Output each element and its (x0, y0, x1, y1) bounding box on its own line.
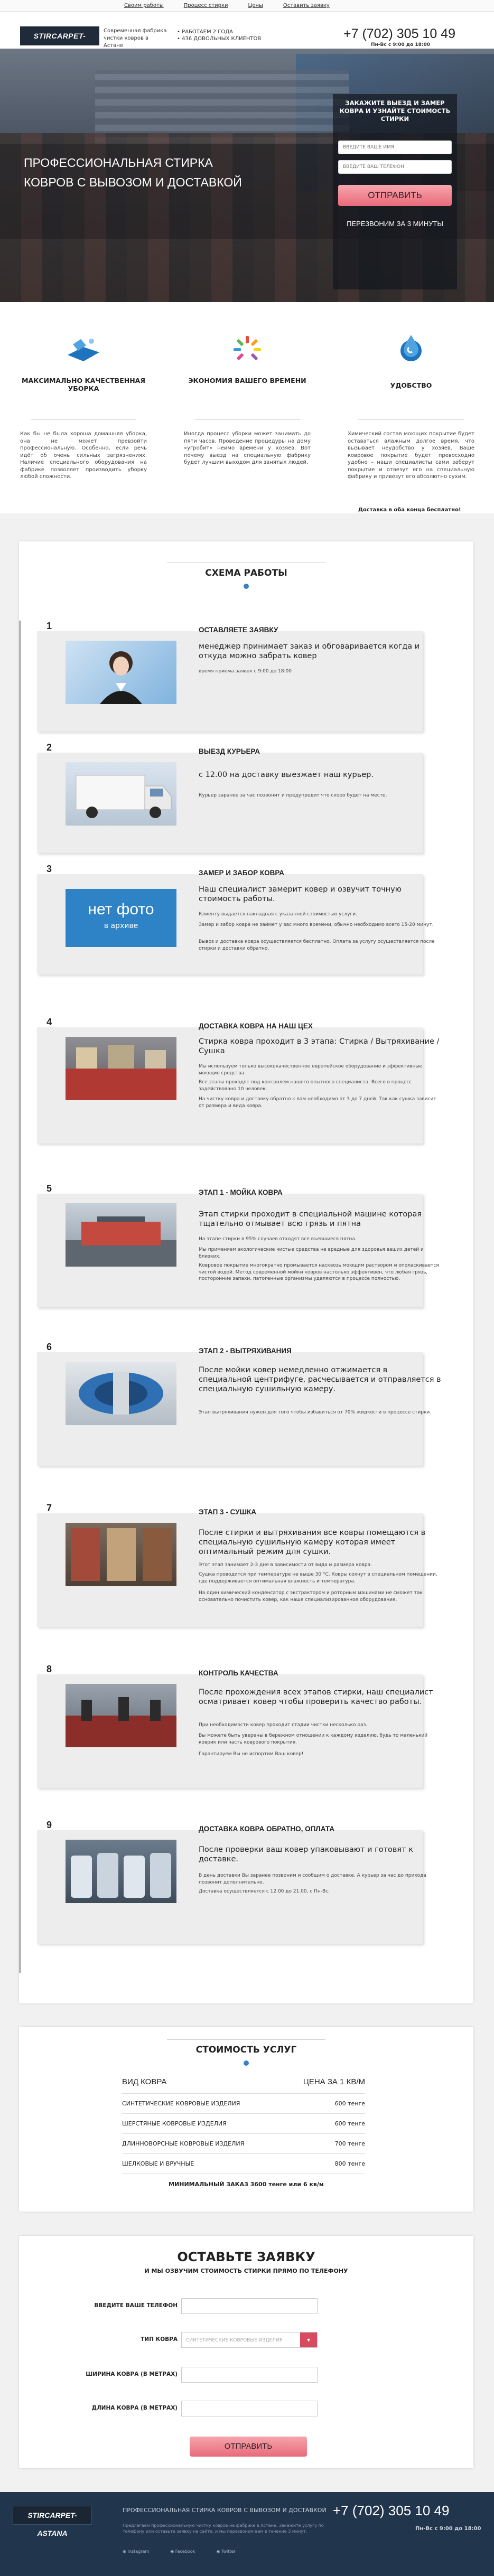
step-lead: с 12.00 на доставку выезжает наш курьер. (199, 771, 374, 779)
step-title: ЭТАП 2 - ВЫТРЯХИВАНИЯ (199, 1347, 292, 1355)
step-number: 6 (46, 1342, 52, 1352)
step-note: Вы можете быть уверены в бережном отношении к каждому изделию, будь то маленький коврик или часть коврового покрытия. (199, 1733, 428, 1745)
order-type-label: ТИП КОВРА (141, 2336, 178, 2343)
step-title: ВЫЕЗД КУРЬЕРА (199, 747, 260, 755)
prices-column-price: ЦЕНА ЗА 1 КВ/М (303, 2077, 365, 2086)
order-length-input[interactable] (181, 2401, 318, 2416)
social-link-instagram[interactable]: ◉ Instagram (123, 2549, 150, 2554)
step-photo (66, 762, 176, 826)
feature-title: МАКСИМАЛЬНО КАЧЕСТВЕННАЯ УБОРКА (22, 377, 145, 392)
step-number: 4 (46, 1017, 52, 1027)
feature-divider (358, 419, 464, 420)
hero-section (0, 49, 494, 302)
feature-free-delivery: Доставка в оба конца бесплатно! (358, 507, 461, 513)
footer-disclaimer: Предлагаем профессиональную чистку ковров на фабрике в Астане. Закажите услугу по телефону или оставьте заявку на сайте, и мы перезвоним вам в течение 3 минут. (123, 2523, 324, 2534)
order-width-input[interactable] (181, 2367, 318, 2383)
step-note: Вывоз и доставка ковра осуществляется бесплатно. Оплата за услугу осуществляется после стирки и доставки обратно. (199, 939, 435, 951)
timeline-line (19, 621, 21, 1973)
features-section (0, 302, 494, 513)
section-title: СТОИМОСТЬ УСЛУГ (195, 2045, 297, 2055)
hero-submit-button[interactable]: ОТПРАВИТЬ (338, 185, 452, 206)
footer-social (123, 2549, 236, 2554)
step-photo (66, 1840, 176, 1903)
header-bullet: • РАБОТАЕМ 2 ГОДА (177, 29, 233, 35)
order-subtitle: И МЫ ОЗВУЧИМ СТОИМОСТЬ СТИРКИ ПРЯМО ПО ТЕЛЕФОНУ (144, 2268, 348, 2274)
step-note: На один химический конденсатор с экстрактором и роторным машинами не сможет так основательно почистить ковер, как наше специализированное оборудование. (199, 1590, 423, 1603)
logo[interactable]: STIRCARPET- (20, 26, 99, 45)
step-note: Этот этап занимает 2-3 дня в зависимости от вида и размера ковра. (199, 1562, 372, 1568)
step-photo (66, 1684, 176, 1747)
price-row-name: ШЕЛКОВЫЕ И ВРУЧНЫЕ (122, 2160, 194, 2167)
order-section (19, 2236, 473, 2468)
hero-form-title: ЗАКАЖИТЕ ВЫЕЗД И ЗАМЕР КОВРА И УЗНАЙТЕ СТОИМОСТЬ СТИРКИ (339, 99, 451, 123)
step-title: ОСТАВЛЯЕТЕ ЗАЯВКУ (199, 626, 278, 634)
step-title: КОНТРОЛЬ КАЧЕСТВА (199, 1669, 278, 1677)
header-tagline: Современная фабрика чистки ковров в Астане (104, 28, 167, 49)
price-row (122, 2093, 365, 2113)
step-note: Сушка проводится при температуре не выше 30 °С. Ковры сохнут в специальном помещении, где поддерживается оптимальная влажность и температура. (199, 1572, 437, 1584)
price-row (122, 2113, 365, 2133)
step-number: 9 (46, 1820, 52, 1830)
footer-hours: Пн-Вс с 9:00 до 18:00 (415, 2526, 481, 2532)
step-photo (66, 1203, 176, 1267)
step-note: Мы применяем экологические чистые средства не вредные для здоровья ваших детей и близких. (199, 1247, 424, 1259)
hero-title: ПРОФЕССИОНАЛЬНАЯ СТИРКА КОВРОВ С ВЫВОЗОМ И ДОСТАВКОЙ (24, 156, 242, 189)
nav-link-order[interactable]: Оставить заявку (283, 3, 330, 8)
step-number: 3 (46, 864, 52, 874)
hero-background-image (95, 70, 349, 144)
step-photo (66, 641, 176, 704)
no-photo-label: нет фото (88, 901, 154, 918)
feature-text: Иногда процесс уборки может занимать до пяти часов. Проведение процедуры на дому «угробит» неимо времени у хозяев. Вот почему выезд на специальную фабрику будет лучшим выходом для занятых людей. (184, 431, 311, 465)
hero-callback-note: ПЕРЕЗВОНИМ ЗА 3 МИНУТЫ (347, 220, 443, 228)
price-row-value: 600 тенге (334, 2100, 365, 2107)
social-link-twitter[interactable]: ◉ Twitter (216, 2549, 236, 2554)
header-bullet: • 436 ДОВОЛЬНЫХ КЛИЕНТОВ (177, 36, 262, 42)
chevron-down-icon[interactable]: ▾ (300, 2333, 317, 2347)
hero-phone-input[interactable] (338, 160, 452, 174)
step-title: ЭТАП 3 - СУШКА (199, 1508, 257, 1516)
feature-title: ЭКОНОМИЯ ВАШЕГО ВРЕМЕНИ (188, 377, 306, 385)
section-title: СХЕМА РАБОТЫ (205, 568, 287, 578)
step-title: ДОСТАВКА КОВРА НА НАШ ЦЕХ (199, 1022, 313, 1030)
order-phone-input[interactable] (181, 2298, 318, 2314)
step-lead: Стирка ковра проходит в 3 этапа: Стирка / Вытряхивание / Сушка (199, 1037, 440, 1055)
top-nav (0, 0, 494, 12)
step-title: ЗАМЕР И ЗАБОР КОВРА (199, 869, 284, 877)
step-lead: Этап стирки проходит в специальной машине которая тщательно отмывает всю грязь и пятна (199, 1210, 422, 1228)
footer-logo[interactable]: STIRCARPET-ASTANA (13, 2506, 92, 2525)
step-lead: После мойки ковер немедленно отжимается в специальной центрифуге, расчесывается и отправляется в специальную сушильную камеру. (199, 1366, 441, 1393)
step-photo (66, 1523, 176, 1586)
price-row-name: ДЛИННОВОРСНЫЕ КОВРОВЫЕ ИЗДЕЛИЯ (122, 2140, 245, 2147)
no-photo-sublabel: в архиве (104, 922, 138, 930)
step-number: 2 (46, 742, 52, 753)
step-note: Доставка осуществляется с 12.00 до 21.00, с Пн-Вс. (199, 1889, 330, 1894)
feature-text: Как бы не была хороша домашняя уборка, она не может превзойти профессиональную. Особенно, если речь идёт об очень сильных загрязнениях. Наличие специального оборудования на фабрике позволяет производить уборку любой сложности. (20, 431, 147, 480)
step-title: ЭТАП 1 - МОЙКА КОВРА (199, 1188, 283, 1196)
price-row-value: 600 тенге (334, 2120, 365, 2127)
step-lead: После стирки и вытряхивания все ковры помещаются в специальную сушильную камеру которая имеет оптимальный режим для сушки. (199, 1529, 426, 1556)
step-number: 7 (46, 1503, 52, 1513)
step-number: 8 (46, 1664, 52, 1674)
order-phone-label: ВВЕДИТЕ ВАШЕ ТЕЛЕФОН (94, 2302, 178, 2309)
order-length-label: ДЛИНА КОВРА (В МЕТРАХ) (91, 2405, 178, 2411)
step-note: Все этапы проходят под контролем нашего опытного специалиста. Всего в процесс задействовано 10 человек. (199, 1080, 412, 1092)
step-lead: После прохождения всех этапов стирки, наш специалист осматривает ковер чтобы проверить качество работы. (199, 1688, 433, 1706)
step-note: Мы используем только высококачественное европейское оборудование и эффективные моющие средства. (199, 1064, 423, 1076)
step-lead: После проверки ваш ковер упаковывают и готовят к доставке. (199, 1846, 413, 1863)
feature-title: УДОБСТВО (390, 381, 432, 389)
step-note: Замер и забор ковра не займет у вас много времени, обычно необходимо всего 15-20 минут. (199, 922, 434, 928)
step-note: Гарантируем Вы не испортим Ваш ковер! (199, 1751, 304, 1757)
step-number: 1 (46, 621, 52, 631)
step-note: время приёма заявок с 9:00 до 18:00 (199, 669, 292, 674)
order-width-label: ШИРИНА КОВРА (В МЕТРАХ) (86, 2371, 178, 2377)
step-note: Курьер заранее за час позвонит и предупредит что скоро будет на месте. (199, 793, 387, 798)
step-lead: Наш специалист замерит ковер и озвучит точную стоимость работы. (199, 885, 402, 903)
step-note: Этап вытряхивания нужен для того чтобы избавиться от 70% жидкости в процессе стирки. (199, 1410, 432, 1415)
price-row (122, 2133, 365, 2153)
time-icon (231, 333, 263, 364)
header (0, 12, 494, 49)
step-photo-placeholder (66, 889, 176, 947)
hero-name-input[interactable] (338, 140, 452, 154)
step-note: При необходимости ковер проходит стадии чистки несколько раз. (199, 1722, 368, 1728)
feature-divider (194, 419, 300, 420)
nav-link-prices[interactable]: Цены (248, 3, 263, 8)
cleaning-icon (65, 334, 102, 366)
nav-link-process[interactable]: Процесс стирки (183, 3, 228, 8)
step-title: ДОСТАВКА КОВРА ОБРАТНО, ОПЛАТА (199, 1825, 334, 1833)
step-photo (66, 1362, 176, 1425)
header-phone[interactable]: +7 (702) 305 10 49 (343, 26, 455, 41)
section-dot (244, 584, 249, 589)
hero-order-form (333, 94, 457, 289)
price-row-name: ШЕРСТЯНЫЕ КОВРОВЫЕ ИЗДЕЛИЯ (122, 2120, 227, 2127)
feature-divider (31, 419, 136, 420)
section-title: ОСТАВЬТЕ ЗАЯВКУ (177, 2250, 315, 2264)
step-note: В день доставки Вы заранее позвоним и сообщим о доставке. А курьер за час до прихода позвонит дополнительно. (199, 1873, 426, 1885)
order-type-selected: СИНТЕТИЧЕСКИЕ КОВРОВЫЕ ИЗДЕЛИЯ (186, 2338, 283, 2343)
price-row-name: СИНТЕТИЧЕСКИЕ КОВРОВЫЕ ИЗДЕЛИЯ (122, 2100, 240, 2107)
footer-phone[interactable]: +7 (702) 305 10 49 (333, 2503, 450, 2518)
social-link-facebook[interactable]: ◉ Facebook (170, 2549, 195, 2554)
step-number: 5 (46, 1183, 52, 1194)
step-note: На чистку ковра и доставку обратно к вам необходимо от 3 до 7 дней. Так как сушка зависит от размера и вида ковра. (199, 1097, 436, 1109)
header-hours: Пн-Вс с 9:00 до 18:00 (371, 42, 431, 48)
drop-icon (395, 333, 427, 364)
prices-column-type: ВИД КОВРА (122, 2077, 167, 2086)
prices-section (19, 2027, 473, 2212)
min-order-note: МИНИМАЛЬНЫЙ ЗАКАЗ 3600 тенге или 6 кв/м (169, 2181, 324, 2188)
step-note: На этапе стирки в 95% случаев отходят все въевшиеся пятна. (199, 1237, 357, 1242)
order-type-select[interactable] (181, 2332, 318, 2348)
price-row (122, 2153, 365, 2174)
section-dot (244, 2060, 249, 2066)
step-lead: менеджер принимает заказ и обговаривается когда и откуда можно забрать ковер (199, 642, 420, 660)
step-photo (66, 1037, 176, 1100)
section-divider (167, 2039, 325, 2040)
price-row-value: 700 тенге (334, 2140, 365, 2147)
step-note: Клиенту выдается накладная с указанной стоимостью услуги. (199, 912, 357, 917)
step-note: Ковровое покрытие многократно промывается насквозь моющим раствором и ополаскивается чистой водой. Метод современной мойки ковров настолько эффективен, что любая грязь, посторонние запахи, патогенные организмы удаляются в процессе полностью. (199, 1263, 439, 1281)
order-submit-button[interactable]: ОТПРАВИТЬ (190, 2437, 307, 2457)
work-scheme-section (19, 541, 473, 2003)
footer (0, 2492, 494, 2576)
header-bullets (177, 29, 261, 42)
nav-link-works[interactable]: Своим работы (124, 3, 164, 8)
footer-tagline: ПРОФЕССИОНАЛЬНАЯ СТИРКА КОВРОВ С ВЫВОЗОМ И ДОСТАВКОЙ (123, 2507, 327, 2514)
feature-text: Химический состав моющих покрытие будет оставаться влажным долгое время, что вызывает неудобство у хозяев. Ваше ковровое покрытие будет превосходно удобно – наши специалисты сами заберут покрытие и отвезут его на специальную фабрику и привезут его абсолютно сухим. (348, 431, 474, 480)
price-row-value: 800 тенге (334, 2160, 365, 2167)
